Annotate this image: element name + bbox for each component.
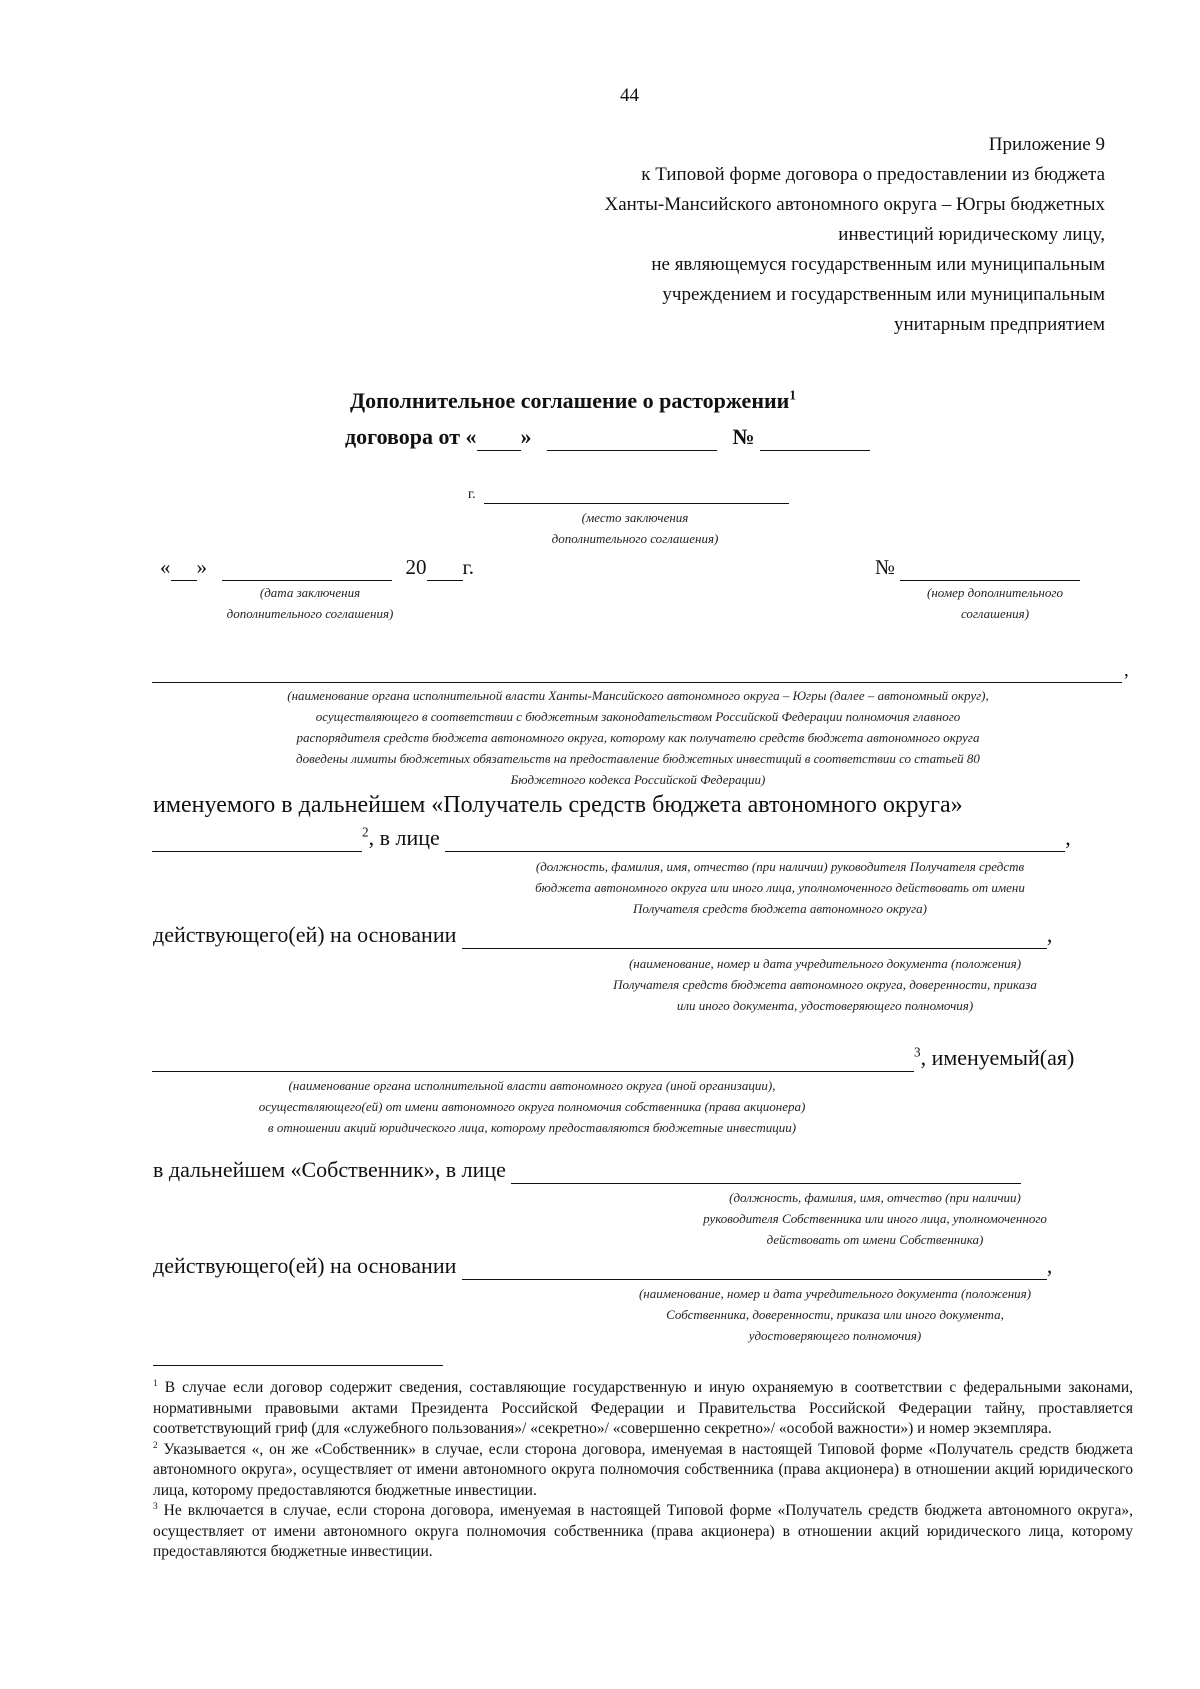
place-caption-line: (место заключения [581, 510, 689, 525]
recipient-line [152, 825, 1071, 852]
date-caption-line: дополнительного соглашения) [226, 606, 394, 621]
date-open-quote: « [160, 555, 171, 579]
footnote-2 [153, 1440, 1133, 1502]
agreement-number [875, 555, 1080, 581]
appendix-line: Ханты-Мансийского автономного округа – Югры бюджетных [604, 194, 1105, 215]
recipient-extra-blank [152, 825, 362, 852]
owner-caption [152, 1075, 912, 1138]
basis-caption-line: Получателя средств бюджета автономного округа, доверенности, приказа [613, 977, 1037, 992]
org-name-caption [152, 685, 1124, 790]
page-number: 44 [620, 85, 639, 106]
heading-date-open: договора от « [345, 424, 477, 449]
date-day-blank [171, 555, 197, 581]
basis-text-2: действующего(ей) на основании [153, 1253, 457, 1278]
org-caption-line: распорядителя средств бюджета автономного округа, которому как получателю средств бюджета автономного округа [296, 730, 980, 745]
date-year-suffix: г. [462, 555, 474, 579]
appendix-header [605, 130, 1105, 340]
recipient-named-text: именуемого в дальнейшем «Получатель средств бюджета автономного округа» [153, 792, 963, 818]
basis-caption-2 [560, 1283, 1110, 1346]
appendix-title: Приложение 9 [988, 134, 1105, 155]
recipient-representative-blank [445, 825, 1065, 852]
date-close-quote: » [196, 555, 207, 579]
footnote-text-3: Не включается в случае, если сторона договора, именуемая в настоящей Типовой форме «Получатель средств бюджета автономного округа», осуществляет от имени автономного округа полномочия собственника (права акционера) в отношении акций юридического лица, которому предоставляются бюджетные инвестиции. [153, 1502, 1133, 1560]
heading-number-blank [760, 424, 870, 451]
agreement-number-caption-line: (номер дополнительного [927, 585, 1063, 600]
owner-caption-2 [640, 1187, 1110, 1250]
owner-representative-blank [511, 1157, 1021, 1184]
basis-comma-2: , [1046, 1253, 1053, 1278]
footnote-ref-3: 3 [914, 1044, 921, 1060]
recipient-caption [455, 856, 1105, 919]
footnotes [153, 1378, 1133, 1563]
date-year-blank [427, 555, 463, 581]
footnote-text-2: Указывается «, он же «Собственник» в случае, если сторона договора, именуемая в настоящей Типовой форме «Получатель средств бюджета автономного округа», осуществляет от имени автономного округа полномочия собственника (права акционера) в отношении акций юридического лица, которому предоставляются бюджетные инвестиции. [153, 1440, 1133, 1499]
owner-line2-text: в дальнейшем «Собственник», в лице [153, 1157, 506, 1182]
recipient-caption-line: бюджета автономного округа или иного лица, уполномоченного действовать от имени [535, 880, 1025, 895]
owner-caption-line: в отношении акций юридического лица, которому предоставляются бюджетные инвестиции) [267, 1120, 797, 1135]
footnote-3 [153, 1501, 1133, 1563]
basis-text-1: действующего(ей) на основании [153, 922, 457, 947]
owner-line-2 [153, 1157, 1021, 1184]
basis-caption-line: (наименование, номер и дата учредительного документа (положения) [628, 956, 1022, 971]
org-caption-line: Бюджетного кодекса Российской Федерации) [510, 772, 766, 787]
appendix-line: не являющемуся государственным или муниципальным [651, 254, 1105, 275]
document-heading [350, 388, 796, 414]
place-prefix: г. [468, 487, 476, 502]
date-year-prefix: 20 [405, 555, 427, 579]
agreement-number-caption [895, 582, 1095, 624]
footnote-1 [153, 1378, 1133, 1440]
org-caption-line: (наименование органа исполнительной власти Ханты-Мансийского автономного округа – Югры (далее – автономный округ), [287, 688, 989, 703]
owner-caption-line: осуществляющего(ей) от имени автономного округа полномочия собственника (права акционера) [258, 1099, 806, 1114]
basis-blank-1 [462, 922, 1047, 949]
owner-caption2-line: (должность, фамилия, имя, отчество (при наличии) [729, 1190, 1021, 1205]
date-caption-line: (дата заключения [259, 585, 361, 600]
heading-date-close: » [520, 424, 532, 449]
footnote-ref-2: 2 [362, 824, 369, 840]
footnote-ref-1: 1 [789, 387, 796, 403]
appendix-line: к Типовой форме договора о предоставлении из бюджета [641, 164, 1105, 185]
org-name-blank [152, 682, 1122, 683]
org-caption-line: доведены лимиты бюджетных обязательств на предоставление бюджетных инвестиций в соответствии со статьей 80 [296, 751, 980, 766]
basis-caption-line: или иного документа, удостоверяющего полномочия) [676, 998, 974, 1013]
heading-day-blank [477, 424, 521, 451]
heading-month-blank [547, 424, 717, 451]
owner-caption2-line: действовать от имени Собственника) [766, 1232, 984, 1247]
basis2-caption-line: удостоверяющего полномочия) [748, 1328, 922, 1343]
heading-line1: Дополнительное соглашение о расторжении [350, 388, 790, 413]
place-blank [484, 503, 789, 504]
basis-caption-1 [535, 953, 1115, 1016]
agreement-number-blank [900, 555, 1080, 581]
org-caption-line: осуществляющего в соответствии с бюджетным законодательством Российской Федерации полномочия главного [315, 709, 961, 724]
footnote-mark-1: 1 [153, 1378, 158, 1389]
date-row [160, 555, 474, 581]
basis2-caption-line: (наименование, номер и дата учредительного документа (положения) [638, 1286, 1032, 1301]
heading-number-sign: № [732, 424, 755, 449]
owner-caption-line: (наименование органа исполнительной власти автономного округа (иной организации), [288, 1078, 776, 1093]
basis-blank-2 [462, 1253, 1047, 1280]
appendix-line: учреждением и государственным или муниципальным [662, 284, 1105, 305]
recipient-caption-line: (должность, фамилия, имя, отчество (при наличии) руководителя Получателя средств [535, 859, 1025, 874]
owner-named-text: , именуемый(ая) [920, 1045, 1075, 1070]
footnote-mark-3: 3 [153, 1501, 158, 1512]
basis2-caption-line: Собственника, доверенности, приказа или иного документа, [666, 1307, 1004, 1322]
basis-line-1 [153, 922, 1052, 949]
appendix-line: унитарным предприятием [893, 314, 1105, 335]
agreement-number-caption-line: соглашения) [960, 606, 1030, 621]
basis-line-2 [153, 1253, 1052, 1280]
owner-name-blank [152, 1045, 914, 1072]
appendix-line: инвестиций юридическому лицу, [838, 224, 1105, 245]
footnote-text-1: В случае если договор содержит сведения, составляющие государственную и иную охраняемую в соответствии с федеральными законами, нормативными правовыми актами Президента Российской Федерации и Правительства Российской Федерации тайну, проставляется соответствующий гриф (для «служебного пользования»/ «секретно»/ «совершенно секретно»/ «особой важности») и номер экземпляра. [153, 1379, 1133, 1437]
footnote-mark-2: 2 [153, 1440, 158, 1451]
recipient-in-person: , в лице [368, 825, 440, 850]
place-caption-line: дополнительного соглашения) [551, 531, 719, 546]
recipient-comma: , [1065, 825, 1071, 850]
agreement-number-sign: № [875, 555, 896, 579]
owner-caption2-line: руководителя Собственника или иного лица, уполномоченного [703, 1211, 1047, 1226]
owner-line [152, 1045, 1074, 1072]
heading-line2 [345, 424, 870, 451]
date-month-blank [222, 555, 392, 581]
footnote-separator [153, 1365, 443, 1366]
place-caption [480, 507, 790, 549]
date-caption [180, 582, 440, 624]
basis-comma-1: , [1046, 922, 1053, 947]
recipient-caption-line: Получателя средств бюджета автономного округа) [633, 901, 927, 916]
org-name-comma: , [1124, 660, 1129, 681]
